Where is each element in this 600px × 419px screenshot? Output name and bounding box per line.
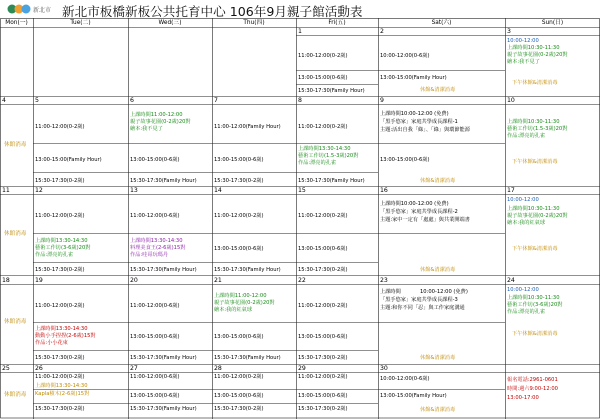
day-number: 6: [130, 97, 134, 104]
session-text: 11:00-12:00(0-2歲): [298, 303, 348, 309]
class-detail: 作品:小小花束: [35, 340, 68, 346]
day-number: 4: [2, 97, 6, 104]
day-number: 12: [35, 187, 43, 194]
weekday-header-thu: Thu(四): [243, 20, 265, 26]
class-title: Kapla積木(2-6歲)15對: [35, 391, 90, 397]
session-text: 11:00-12:00(0-2歲): [298, 213, 348, 219]
class-time: 上課時間13:30-14:30: [298, 146, 351, 152]
closed-notice: 休館&清潔消毒: [420, 407, 456, 413]
class-detail: 主題:和你不同「忍」與工作家庭溝通: [380, 305, 465, 311]
weekday-header-sun: Sun(日): [541, 20, 564, 26]
session-text: 13:00-15:00(0-6歲): [214, 246, 264, 252]
page-title: 新北市板橋新板公共托育中心 106年9月親子館活動表: [62, 4, 363, 19]
weekday-header-fri: Fri(五): [328, 20, 346, 26]
closed-day-label: 休館消毒: [4, 231, 27, 237]
closed-notice: 休館&清潔消毒: [420, 355, 456, 361]
class-detail: 繪本:我的紅氣球: [507, 220, 546, 226]
weekday-header-wed: Wed(三): [158, 20, 182, 26]
session-text: 15:30-17:30(Family Hour): [130, 178, 197, 184]
class-detail: 主題:家中一定有「處處」與共業開端書: [380, 217, 470, 223]
session-text: 15:30-17:30(Family Hour): [298, 88, 365, 94]
session-text: 15:30-17:30(0-2歲): [35, 355, 85, 361]
session-text: 11:00-12:00(0-6歲): [130, 374, 180, 380]
class-title: 「黑手悠家」家庭共學成長課程-3: [380, 297, 458, 303]
closed-day-label: 休館消毒: [4, 319, 27, 325]
day-number: 26: [35, 365, 43, 372]
day-number: 7: [214, 97, 218, 104]
class-detail: 繪本:我不見了: [507, 59, 540, 65]
class-title: 親子故事花園(0-2歲)20對: [507, 213, 568, 219]
session-text: 10:00-12:00(0-6歲): [380, 53, 430, 59]
day-number: 8: [298, 97, 302, 104]
session-text: 15:30-17:30(0-2歲): [35, 406, 85, 412]
day-number: 18: [2, 277, 10, 284]
class-time: 上課時間10:30-11:30: [507, 119, 560, 125]
closed-notice: 下午休館&清潔消毒: [512, 80, 558, 86]
session-text: 11:00-12:00(0-2歲): [35, 303, 85, 309]
session-text: 13:00-15:00(0-6歲): [298, 246, 348, 252]
day-number: 17: [507, 187, 515, 194]
session-text: 15:30-17:30(0-2歲): [35, 267, 85, 273]
session-text: 11:00-12:00(0-2歲): [35, 374, 85, 380]
session-text: 15:30-17:30(0-2歲): [35, 178, 85, 184]
closed-notice: 下午休館&清潔消毒: [512, 331, 558, 337]
session-text: 13:00-15:00(0-6歲): [214, 157, 264, 163]
class-title: 料理美食王(2-6歲)15對: [130, 245, 186, 251]
day-number: 20: [130, 277, 138, 284]
day-number: 5: [35, 97, 39, 104]
day-number: 25: [2, 365, 10, 372]
session-text: 13:00-15:00(0-6歲): [214, 334, 264, 340]
session-text: 15:30-17:30(0-2歲): [214, 406, 264, 412]
session-text: 15:30-17:30(0-2歲): [298, 267, 348, 273]
registration-hours-2: 13:00-17:00: [507, 395, 539, 401]
class-title: 藝術工作坊(3-6歲)20對: [507, 302, 563, 308]
class-title: 親子故事花園(0-2歲)20對: [507, 52, 568, 58]
day-number: 27: [130, 365, 138, 372]
weekday-header-sat: Sat(六): [431, 20, 452, 26]
session-text: 13:00-15:00(Family Hour): [380, 393, 447, 399]
day-number: 1: [298, 28, 302, 35]
session-text: 15:30-17:30(0-2歲): [298, 355, 348, 361]
session-text: 15:30-17:30(Family Hour): [130, 267, 197, 273]
closed-day-label: 休館消毒: [4, 142, 27, 148]
session-text: 11:00-12:00(0-2歲): [214, 374, 264, 380]
class-title: 親子故事花園(0-2歲)20對: [214, 300, 275, 306]
session-text: 15:30-17:30(0-2歲): [214, 178, 264, 184]
session-text: 13:00-15:00(0-6歲): [298, 334, 348, 340]
weekday-header-tue: Tue(二): [70, 20, 91, 26]
class-title: 藝術工作坊(1.5-3歲)20對: [507, 126, 568, 132]
day-number: 15: [298, 187, 306, 194]
session-text: 11:00-12:00(0-2歲): [298, 374, 348, 380]
day-number: 14: [214, 187, 222, 194]
class-detail: 作品:漂亮的孔雀: [507, 133, 546, 139]
class-time: 上課時間10:30-11:30: [507, 206, 560, 212]
session-text: 11:00-12:00(0-2歲): [35, 124, 85, 130]
session-text: 11:00-12:00(0-6歲): [130, 213, 180, 219]
session-text: 13:00-15:00(0-6歲): [130, 393, 180, 399]
class-title: 動動小手捏捏(2-6歲)15對: [35, 333, 96, 339]
session-text: 10:00-12:00 (免費): [420, 289, 468, 295]
weekday-header-mon: Mon(一): [5, 20, 28, 26]
day-number: 9: [380, 97, 384, 104]
day-number: 10: [507, 97, 515, 104]
class-detail: 主題:活出自我「綠」、「綠」與環節能源: [380, 127, 470, 133]
day-number: 24: [507, 277, 515, 284]
session-text: 15:30-17:30(Family Hour): [130, 355, 197, 361]
session-text: 11:00-12:00(0-2歲): [35, 213, 85, 219]
class-title: 親子故事花園(0-2歲)20對: [130, 119, 191, 125]
class-time: 上課時間10:30-11:30: [507, 45, 560, 51]
session-text: 13:00-15:00(0-6歲): [130, 334, 180, 340]
class-title: 藝術工作坊(1.5-3歲)20對: [298, 153, 359, 159]
session-text: 13:00-15:00(0-6歲): [380, 157, 430, 163]
day-number: 23: [380, 277, 388, 284]
closed-notice: 下午休館&清潔消毒: [512, 246, 558, 252]
class-time: 上課時間11:00-12:00: [130, 112, 183, 118]
closed-notice: 休館&清潔消毒: [420, 267, 456, 273]
session-text: 11:00-12:00(Family Hour): [214, 124, 281, 130]
class-title: 「黑手悠家」家庭共學成長課程-2: [380, 209, 458, 215]
session-text: 11:00-12:00(0-2歲): [214, 213, 264, 219]
day-number: 3: [507, 28, 511, 35]
day-number: 30: [380, 365, 388, 372]
class-detail: 作品:漂亮的孔雀: [507, 309, 546, 315]
registration-phone: 報名電話:2961-0601: [507, 377, 558, 383]
class-detail: 作品:哇哥玩瑪丹: [130, 252, 169, 258]
session-text: 上課時間10:00-12:00 (免費): [380, 111, 449, 117]
class-time: 上課時間13:30-14:30: [35, 238, 88, 244]
class-time: 上課時間11:00-12:00: [214, 293, 267, 299]
session-text: 10:00-12:00: [507, 287, 539, 293]
class-detail: 作品:漂亮的孔雀: [298, 160, 337, 166]
class-time: 上課時間13:30-14:30: [35, 326, 88, 332]
session-text: 13:00-15:00(Family Hour): [35, 157, 102, 163]
session-text: 13:00-15:00(Family Hour): [380, 75, 447, 81]
session-text: 10:00-12:00: [507, 38, 539, 44]
session-text: 15:30-17:30(Family Hour): [214, 355, 281, 361]
session-text: 15:30-17:30(Family Hour): [214, 267, 281, 273]
session-text: 11:00-12:00(0-2歲): [298, 124, 348, 130]
day-number: 21: [214, 277, 222, 284]
session-text: 10:00-12:00(0-6歲): [380, 376, 430, 382]
day-number: 29: [298, 365, 306, 372]
class-detail: 繪本:我的紅氣球: [214, 307, 253, 313]
day-number: 11: [2, 187, 10, 194]
session-text: 15:30-17:30(Family Hour): [298, 178, 365, 184]
session-text: 11:00-12:00(0-6歲): [130, 303, 180, 309]
session-text: 13:00-15:00(0-6歲): [298, 393, 348, 399]
session-text: 上課時間10:00-12:00 (免費): [380, 201, 449, 207]
closed-notice: 休館&清潔消毒: [420, 178, 456, 184]
session-text: 15:30-17:30(Family Hour): [130, 406, 197, 412]
session-text: 13:00-15:00(0-6歲): [130, 157, 180, 163]
class-detail: 作品:漂亮的孔雀: [35, 252, 74, 258]
class-time: 上課時間13:30-14:30: [130, 238, 183, 244]
svg-text:新北市: 新北市: [33, 7, 52, 14]
class-time: 上課時間13:30-14:30: [35, 383, 88, 389]
session-text: 11:00-12:00(0-2歲): [298, 53, 348, 59]
day-number: 16: [380, 187, 388, 194]
day-number: 22: [298, 277, 306, 284]
class-time: 上課時間: [380, 289, 401, 295]
closed-notice: 下午休館&清潔消毒: [512, 159, 558, 165]
day-number: 19: [35, 277, 43, 284]
session-text: 10:00-12:00: [507, 197, 539, 203]
class-title: 「黑手悠家」家庭共學成長課程-1: [380, 119, 458, 125]
session-text: 13:00-15:00(0-6歲): [214, 393, 264, 399]
class-time: 上課時間10:30-11:30: [507, 295, 560, 301]
closed-notice: 休館&清潔消毒: [420, 87, 456, 93]
day-number: 13: [130, 187, 138, 194]
day-number: 28: [214, 365, 222, 372]
registration-hours: 時間:週六9:00-12:00: [507, 386, 558, 392]
session-text: 15:30-17:30(0-2歲): [298, 406, 348, 412]
session-text: 13:00-15:00(0-6歲): [298, 75, 348, 81]
class-detail: 繪本:我不見了: [130, 126, 163, 132]
day-number: 2: [380, 28, 384, 35]
class-title: 藝術工作坊(3-6歲)20對: [35, 245, 91, 251]
closed-day-label: 休館消毒: [4, 392, 27, 398]
